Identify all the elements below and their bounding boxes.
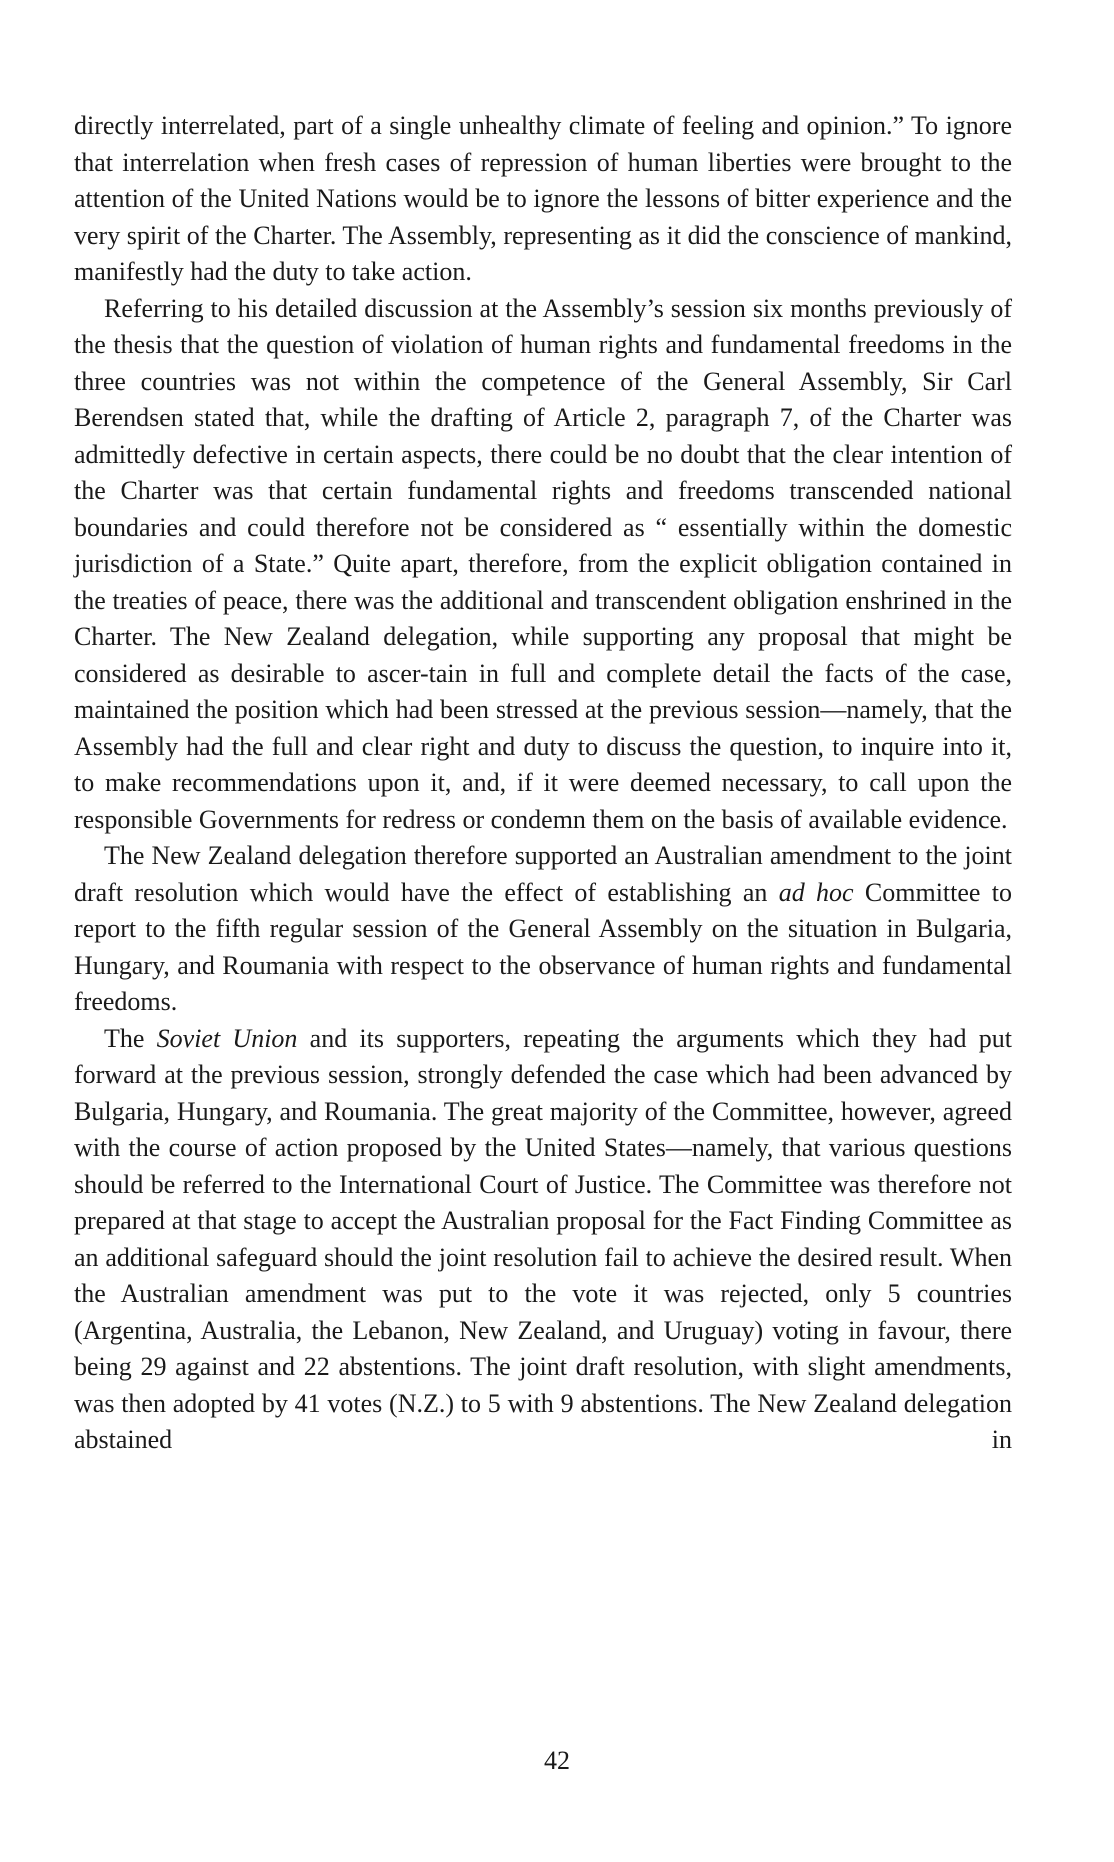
paragraph-text: Committee to report to the fifth regular session of the General Assembly on the situation in Bulgaria, Hungary, and Roumania with respect to the observance of human rights and fundamental freedoms.	[74, 877, 1012, 1016]
paragraph-italic-text: Soviet Union	[156, 1023, 298, 1053]
paragraph-2	[74, 291, 1012, 839]
paragraph-text: The	[104, 1023, 157, 1053]
paragraph-text: Referring to his detailed discussion at the Assembly’s session six months previously of the thesis that the question of violation of human rights and fundamental freedoms in the three countries was not within the competence of the General Assembly, Sir Carl Berendsen stated that, while the drafting of Article 2, paragraph 7, of the Charter was admittedly defective in certain aspects, there could be no doubt that the clear intention of the Charter was that certain fundamental rights and freedoms transcended national boundaries and could therefore not be considered as “ essentially within the domestic jurisdiction of a State.” Quite apart, therefore, from the explicit obligation contained in the treaties of peace, there was the additional and transcendent obligation enshrined in the Charter. The New Zealand delegation, while supporting any proposal that might be considered as desirable to ascer-tain in full and complete detail the facts of the case, maintained the position which had been stressed at the previous session—namely, that the Assembly had the full and clear right and duty to discuss the question, to inquire into it, to make recommendations upon it, and, if it were deemed necessary, to call upon the responsible Governments for redress or condemn them on the basis of available evidence.	[74, 293, 1012, 834]
paragraph-text: and its supporters, repeating the arguments which they had put forward at the previous session, strongly defended the case which had been advanced by Bulgaria, Hungary, and Roumania. The great majority of the Committee, however, agreed with the course of action proposed by the United States—namely, that various questions should be referred to the International Court of Justice. The Committee was therefore not prepared at that stage to accept the Australian proposal for the Fact Finding Committee as an additional safeguard should the joint resolution fail to achieve the desired result. When the Australian amendment was put to the vote it was rejected, only 5 countries (Argentina, Australia, the Lebanon, New Zealand, and Uruguay) voting in favour, there being 29 against and 22 abstentions. The joint draft resolution, with slight amendments, was then adopted by 41 votes (N.Z.) to 5 with 9 abstentions. The New Zealand delegation abstained in	[74, 1023, 1013, 1454]
paragraph-4	[74, 1021, 1012, 1459]
body-text	[74, 108, 1012, 1459]
paragraph-text: The New Zealand delegation therefore supported an Australian amendment to the joint draft resolution which would have the effect of establishing an	[74, 841, 1012, 907]
page-number: 42	[544, 1746, 570, 1775]
paragraph-3	[74, 838, 1012, 1021]
paragraph-italic-text: ad hoc	[778, 877, 854, 907]
paragraph-text: directly interrelated, part of a single unhealthy climate of feeling and opinion.” To ignore that interrelation when fresh cases of repression of human liberties were brought to the attention of the United Nations would be to ignore the lessons of bitter experience and the very spirit of the Charter. The Assembly, representing as it did the conscience of mankind, manifestly had the duty to take action.	[74, 111, 1012, 286]
paragraph-1	[74, 108, 1012, 291]
